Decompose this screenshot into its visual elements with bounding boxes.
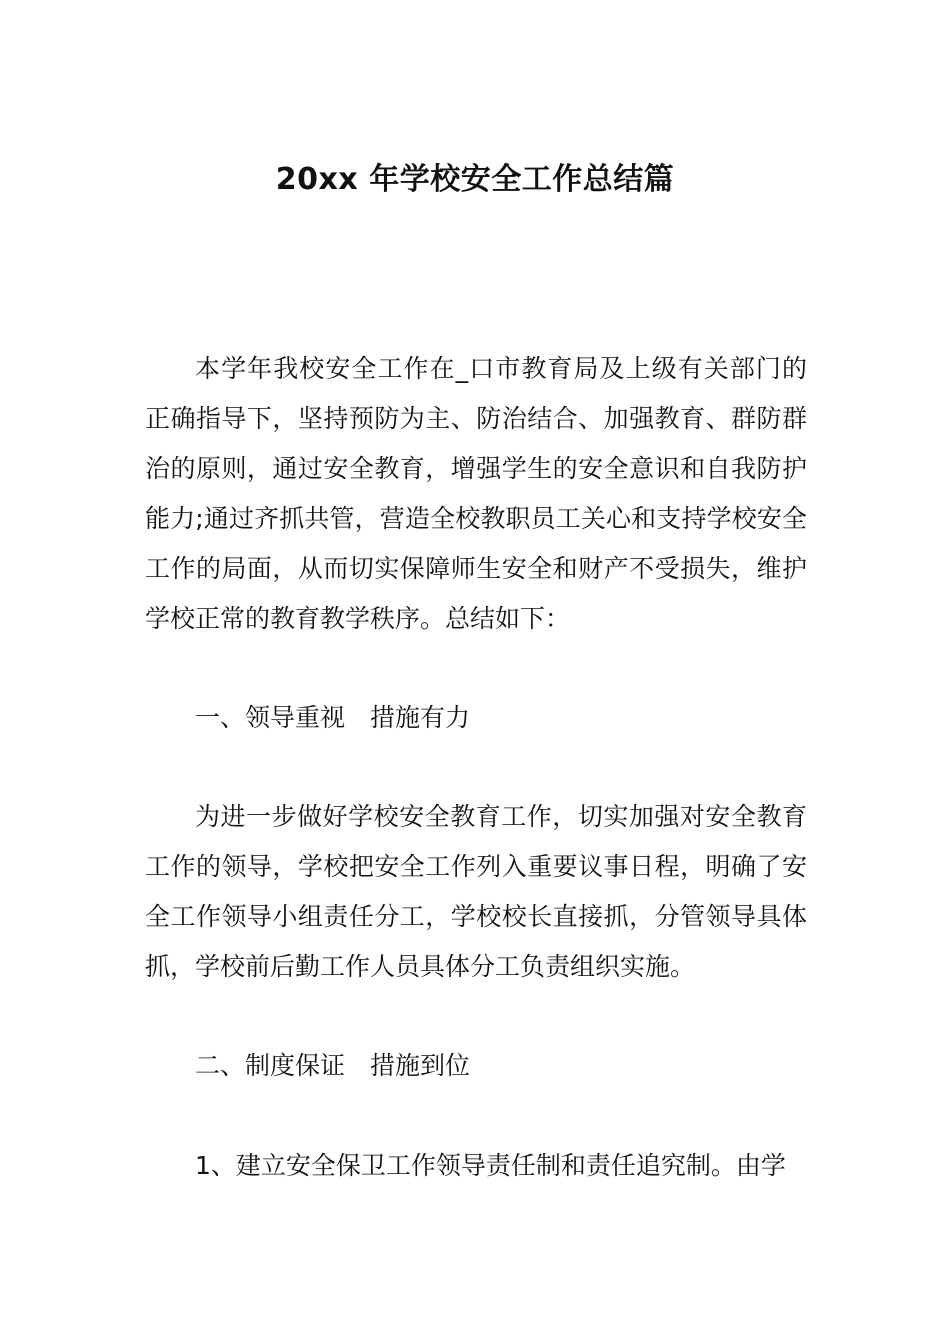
- section-2-item-1: 1、建立安全保卫工作领导责任制和责任追究制。由学: [195, 1151, 786, 1180]
- section-1-heading: 一、领导重视 措施有力: [195, 703, 471, 732]
- document-title: 20xx 年学校安全工作总结篇: [275, 162, 675, 197]
- intro-paragraph: 本学年我校安全工作在_口市教育局及上级有关部门的正确指导下，坚持预防为主、防治结合、加强教育、群防群治的原则，通过安全教育，增强学生的安全意识和自我防护能力;通过齐抓共管，营造全校教职员工关心和支持学校安全工作的局面，从而切实保障师生安全和财产不受损失，维护学校正常的教育教学秩序。总结如下：: [145, 354, 807, 633]
- section-1-paragraph: 为进一步做好学校安全教育工作，切实加强对安全教育工作的领导，学校把安全工作列入重要议事日程，明确了安全工作领导小组责任分工，学校校长直接抓，分管领导具体抓，学校前后勤工作人员具体分工负责组织实施。: [145, 802, 807, 981]
- section-2-heading: 二、制度保证 措施到位: [195, 1051, 471, 1080]
